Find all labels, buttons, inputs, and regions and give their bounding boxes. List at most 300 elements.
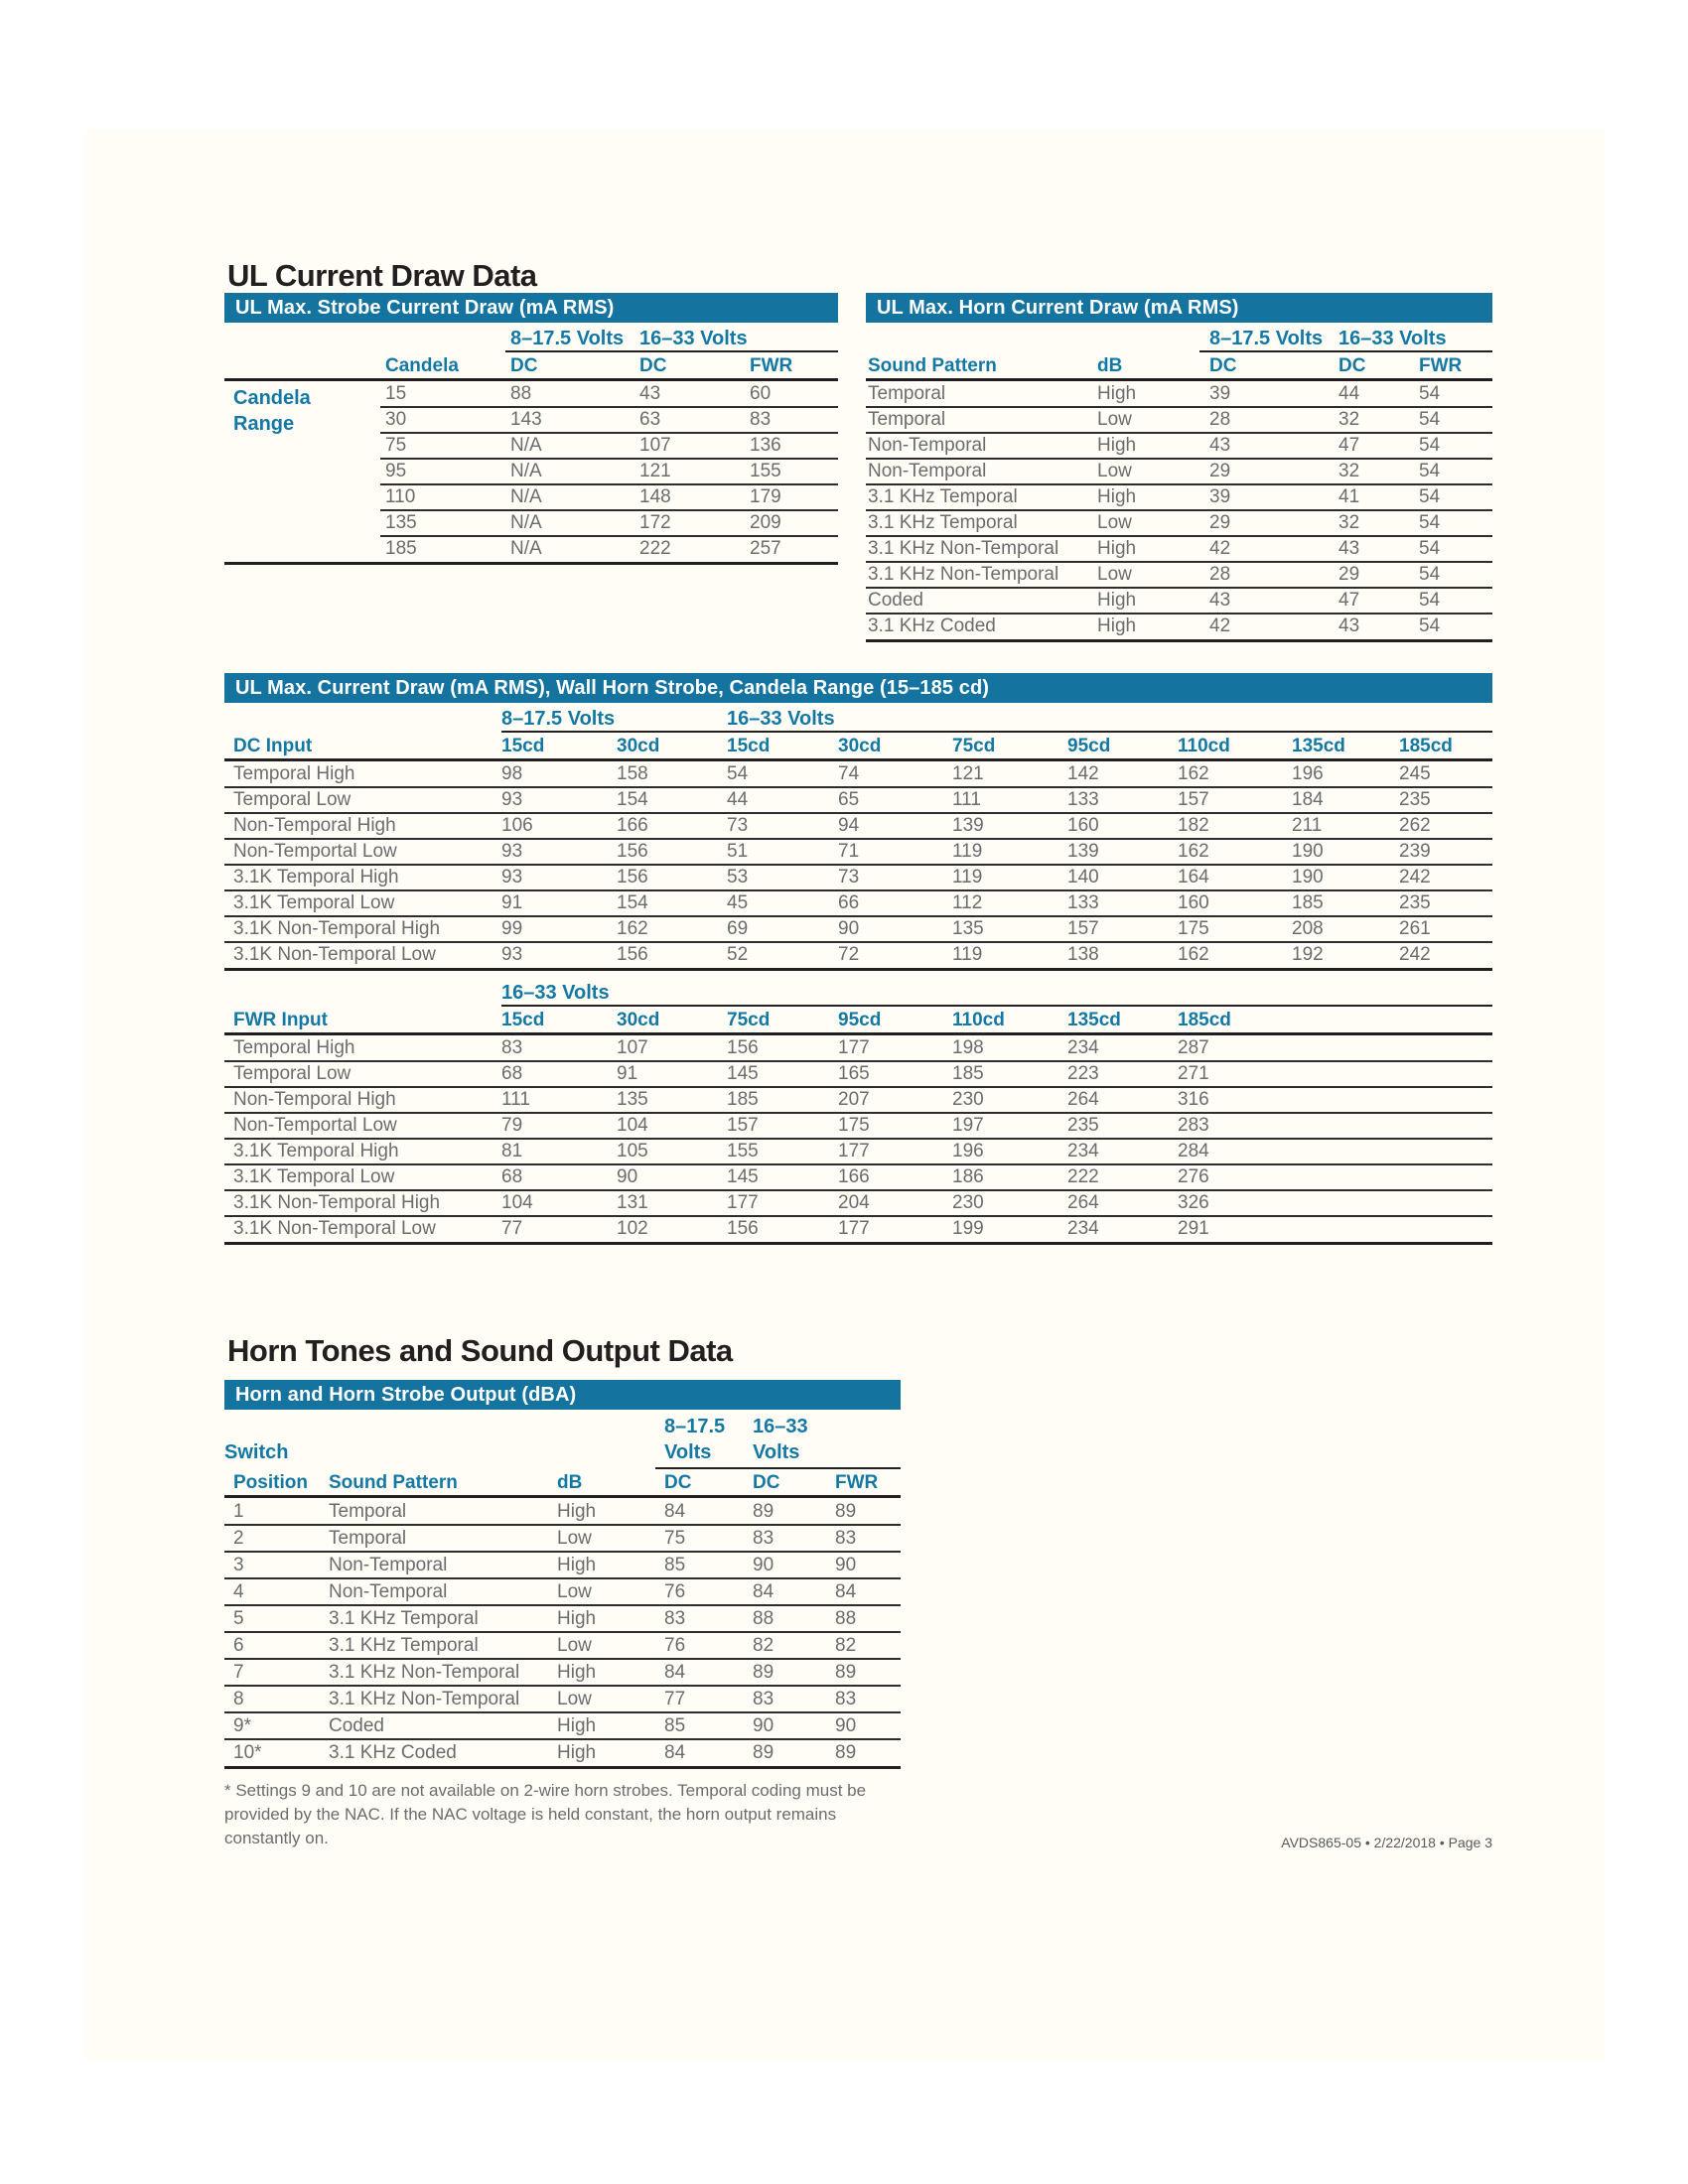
- table-cell: 182: [1178, 815, 1209, 836]
- table-cell: 160: [1067, 815, 1099, 836]
- table-cell: 3.1K Non-Temporal Low: [233, 1218, 436, 1239]
- column-header-row: [224, 733, 1492, 761]
- table-cell: 190: [1292, 867, 1324, 887]
- table-cell: 68: [501, 1063, 523, 1084]
- table-cell: High: [1097, 538, 1137, 559]
- table-row: [224, 1659, 901, 1686]
- group-label: 16–33 Volts: [727, 708, 835, 730]
- table-cell: 54: [1419, 461, 1441, 481]
- table-cell: 44: [727, 789, 749, 810]
- group-label: 8–17.5 Volts: [510, 328, 625, 349]
- table-cell: 43: [639, 383, 661, 404]
- table-body: [224, 1498, 901, 1769]
- table-row: [224, 761, 1492, 787]
- column-header: 15cd: [501, 1010, 545, 1030]
- table-cell: 257: [750, 538, 781, 559]
- voltage-group-row: [224, 977, 1492, 1005]
- table-cell: 142: [1067, 763, 1099, 784]
- column-header: DC: [1209, 355, 1237, 376]
- table-cell: 54: [1419, 615, 1441, 636]
- table-cell: Temporal: [868, 383, 946, 404]
- table-cell: 145: [727, 1166, 759, 1187]
- table-cell: N/A: [510, 486, 542, 507]
- table-cell: 190: [1292, 841, 1324, 862]
- table-cell: 3.1K Temporal Low: [233, 892, 395, 913]
- table-cell: 283: [1178, 1115, 1209, 1136]
- table-cell: 198: [952, 1037, 984, 1058]
- table-row: [224, 1216, 1492, 1242]
- column-header: 135cd: [1067, 1010, 1121, 1030]
- table-cell: 175: [1178, 918, 1209, 939]
- table-cell: 121: [952, 763, 984, 784]
- horn-current-draw-table: [866, 293, 1492, 642]
- table-cell: 185: [1292, 892, 1324, 913]
- table-cell: 83: [753, 1528, 774, 1549]
- table-cell: 66: [838, 892, 860, 913]
- table-row: [224, 865, 1492, 890]
- table-cell: 28: [1209, 564, 1231, 585]
- table-cell: 89: [835, 1662, 857, 1683]
- table-cell: Non-Temportal Low: [233, 841, 397, 862]
- table-row: [224, 1632, 901, 1659]
- table-cell: Low: [1097, 409, 1132, 430]
- table-cell: 6: [233, 1635, 244, 1656]
- column-header: dB: [557, 1472, 583, 1493]
- table-cell: 75: [664, 1528, 686, 1549]
- table-body-dc: [224, 761, 1492, 971]
- column-header: FWR: [1419, 355, 1463, 376]
- table-cell: 89: [835, 1742, 857, 1763]
- table-cell: 133: [1067, 892, 1099, 913]
- table-cell: 63: [639, 409, 661, 430]
- table-cell: N/A: [510, 512, 542, 533]
- table-cell: 119: [952, 867, 983, 887]
- table-cell: 207: [838, 1089, 870, 1110]
- table-cell: 112: [952, 892, 983, 913]
- column-header: 95cd: [838, 1010, 882, 1030]
- table-cell: 106: [501, 815, 533, 836]
- group-label: 16–33 Volts: [639, 328, 748, 349]
- table-cell: 157: [727, 1115, 759, 1136]
- table-row: [224, 916, 1492, 942]
- table-cell: 76: [664, 1581, 686, 1602]
- table-cell: 157: [1178, 789, 1209, 810]
- column-header: DC: [664, 1472, 692, 1493]
- table-cell: 32: [1338, 512, 1360, 533]
- table-cell: 211: [1292, 815, 1323, 836]
- table-row: [224, 1525, 901, 1552]
- table-row: [224, 1139, 1492, 1164]
- table-cell: 185: [385, 538, 417, 559]
- table-cell: 184: [1292, 789, 1324, 810]
- table-cell: 160: [1178, 892, 1209, 913]
- table-cell: 54: [1419, 435, 1441, 456]
- table-cell: High: [557, 1608, 597, 1629]
- table-cell: 230: [952, 1192, 984, 1213]
- table-cell: 1: [233, 1501, 244, 1522]
- table-cell: 179: [750, 486, 781, 507]
- spacer-cell: [224, 459, 385, 484]
- table-cell: 53: [727, 867, 749, 887]
- table-cell: 3.1 KHz Non-Temporal: [329, 1689, 520, 1709]
- table-cell: 69: [727, 918, 749, 939]
- table-cell: 83: [835, 1528, 857, 1549]
- table-row: [224, 787, 1492, 813]
- table-cell: 155: [750, 461, 781, 481]
- wall-horn-strobe-table: [224, 673, 1492, 1245]
- table-cell: 148: [639, 486, 671, 507]
- table-cell: Temporal High: [233, 763, 355, 784]
- table-footnote: * Settings 9 and 10 are not available on 2-wire horn strobes. Temporal coding must be provided by the NAC. If the NAC voltage is held constant, the horn output remains constantly on.: [224, 1781, 867, 1847]
- table-row: [866, 381, 1492, 407]
- table-cell: 88: [835, 1608, 857, 1629]
- table-header-bar: Horn and Horn Strobe Output (dBA): [224, 1380, 901, 1410]
- column-header: 110cd: [952, 1010, 1005, 1030]
- column-header: 75cd: [952, 736, 996, 756]
- table-cell: 3.1K Temporal High: [233, 1141, 399, 1161]
- table-cell: 3.1K Non-Temporal High: [233, 1192, 441, 1213]
- table-cell: 71: [838, 841, 860, 862]
- table-cell: 15: [385, 383, 407, 404]
- table-cell: 192: [1292, 944, 1324, 965]
- table-cell: 5: [233, 1608, 244, 1629]
- table-cell: 54: [1419, 564, 1441, 585]
- table-cell: Non-Temporal: [868, 435, 987, 456]
- table-cell: 196: [952, 1141, 984, 1161]
- table-cell: 138: [1067, 944, 1099, 965]
- table-cell: High: [1097, 590, 1137, 611]
- table-cell: 60: [750, 383, 772, 404]
- table-cell: 54: [1419, 383, 1441, 404]
- table-row: [224, 1739, 901, 1766]
- column-header: Sound Pattern: [868, 355, 997, 376]
- table-cell: 135: [385, 512, 417, 533]
- table-header-bar: UL Max. Current Draw (mA RMS), Wall Horn Strobe, Candela Range (15–185 cd): [224, 673, 1492, 703]
- table-cell: 102: [617, 1218, 648, 1239]
- table-cell: 29: [1209, 461, 1231, 481]
- table-cell: 222: [639, 538, 671, 559]
- table-cell: 162: [1178, 944, 1209, 965]
- table-cell: 93: [501, 789, 523, 810]
- table-cell: 43: [1209, 435, 1231, 456]
- table-cell: 3.1 KHz Temporal: [329, 1635, 479, 1656]
- table-cell: 235: [1399, 892, 1431, 913]
- column-header-row: [224, 1007, 1492, 1035]
- table-cell: 104: [501, 1192, 533, 1213]
- table-cell: 177: [838, 1037, 870, 1058]
- table-cell: 89: [753, 1742, 774, 1763]
- table-cell: 235: [1399, 789, 1431, 810]
- table-cell: 8: [233, 1689, 244, 1709]
- table-cell: Low: [1097, 512, 1132, 533]
- table-cell: 75: [385, 435, 407, 456]
- table-row: [224, 407, 838, 433]
- table-cell: 77: [501, 1218, 523, 1239]
- table-cell: 209: [750, 512, 781, 533]
- table-cell: 42: [1209, 538, 1231, 559]
- table-cell: 235: [1067, 1115, 1099, 1136]
- table-cell: 39: [1209, 383, 1231, 404]
- row-group-header: FWR Input: [233, 1010, 328, 1030]
- column-header: FWR: [835, 1472, 879, 1493]
- table-cell: 3.1 KHz Coded: [868, 615, 996, 636]
- switch-label: Switch: [224, 1441, 289, 1463]
- table-cell: 93: [501, 841, 523, 862]
- table-cell: 234: [1067, 1218, 1099, 1239]
- table-cell: 230: [952, 1089, 984, 1110]
- table-cell: 30: [385, 409, 407, 430]
- column-header: 15cd: [501, 736, 545, 756]
- table-row: [866, 536, 1492, 562]
- table-cell: 3.1K Non-Temporal Low: [233, 944, 436, 965]
- strobe-current-draw-table: [224, 293, 838, 565]
- table-cell: 119: [952, 944, 983, 965]
- table-row: [224, 1035, 1492, 1061]
- table-cell: 223: [1067, 1063, 1099, 1084]
- table-row: [224, 1164, 1492, 1190]
- table-cell: 4: [233, 1581, 244, 1602]
- table-cell: 234: [1067, 1037, 1099, 1058]
- table-header-bar: UL Max. Strobe Current Draw (mA RMS): [224, 293, 838, 323]
- table-cell: 186: [952, 1166, 984, 1187]
- table-cell: 3.1 KHz Non-Temporal: [868, 564, 1059, 585]
- table-cell: N/A: [510, 538, 542, 559]
- table-cell: 276: [1178, 1166, 1209, 1187]
- table-cell: 93: [501, 867, 523, 887]
- table-row: [224, 1605, 901, 1632]
- table-cell: 139: [1067, 841, 1099, 862]
- table-row: [224, 433, 838, 459]
- table-cell: 157: [1067, 918, 1099, 939]
- table-cell: 177: [838, 1141, 870, 1161]
- table-row: [224, 1087, 1492, 1113]
- group-label: 16–33 Volts: [501, 982, 610, 1004]
- table-cell: High: [557, 1501, 597, 1522]
- table-cell: 222: [1067, 1166, 1099, 1187]
- table-cell: Non-Temporal: [329, 1581, 448, 1602]
- table-cell: Non-Temporal: [329, 1555, 448, 1575]
- table-cell: 136: [750, 435, 781, 456]
- horn-output-table: [224, 1380, 901, 1850]
- table-cell: Temporal Low: [233, 1063, 352, 1084]
- table-cell: Low: [557, 1581, 592, 1602]
- table-cell: 52: [727, 944, 749, 965]
- table-cell: 145: [727, 1063, 759, 1084]
- table-cell: 234: [1067, 1141, 1099, 1161]
- table-cell: 271: [1178, 1063, 1209, 1084]
- table-cell: 90: [753, 1555, 774, 1575]
- table-cell: 316: [1178, 1089, 1209, 1110]
- table-cell: 43: [1338, 615, 1360, 636]
- group-label: 16–33 Volts: [753, 1416, 808, 1463]
- table-cell: 9*: [233, 1715, 251, 1736]
- table-cell: 140: [1067, 867, 1099, 887]
- table-cell: 10*: [233, 1742, 262, 1763]
- table-cell: 177: [838, 1218, 870, 1239]
- table-cell: 47: [1338, 590, 1360, 611]
- table-cell: High: [557, 1555, 597, 1575]
- column-header: 135cd: [1292, 736, 1345, 756]
- table-cell: 51: [727, 841, 749, 862]
- table-cell: 156: [727, 1218, 759, 1239]
- table-cell: 83: [753, 1689, 774, 1709]
- table-cell: High: [557, 1742, 597, 1763]
- column-header: 185cd: [1399, 736, 1453, 756]
- table-cell: 43: [1209, 590, 1231, 611]
- table-cell: 162: [617, 918, 648, 939]
- table-row: [866, 614, 1492, 639]
- table-row: [224, 536, 838, 562]
- table-cell: 165: [838, 1063, 870, 1084]
- table-cell: 3.1 KHz Temporal: [329, 1608, 479, 1629]
- table-row: [866, 588, 1492, 614]
- table-row: [224, 890, 1492, 916]
- table-row: [866, 484, 1492, 510]
- table-row: [224, 1498, 901, 1525]
- table-row: [224, 813, 1492, 839]
- table-cell: 172: [639, 512, 671, 533]
- table-cell: 162: [1178, 841, 1209, 862]
- table-cell: 47: [1338, 435, 1360, 456]
- table-cell: 7: [233, 1662, 244, 1683]
- group-label: 8–17.5 Volts: [1209, 328, 1324, 349]
- table-cell: 185: [727, 1089, 759, 1110]
- table-cell: 105: [617, 1141, 648, 1161]
- table-body-fwr: [224, 1035, 1492, 1245]
- table-cell: High: [557, 1662, 597, 1683]
- table-row: [224, 1578, 901, 1605]
- table-row: [866, 433, 1492, 459]
- table-cell: High: [1097, 486, 1137, 507]
- table-cell: 90: [835, 1555, 857, 1575]
- table-cell: 264: [1067, 1192, 1099, 1213]
- table-cell: 264: [1067, 1089, 1099, 1110]
- table-cell: 84: [835, 1581, 857, 1602]
- table-cell: 89: [753, 1662, 774, 1683]
- table-cell: Temporal: [329, 1501, 407, 1522]
- table-cell: 155: [727, 1141, 759, 1161]
- column-header: 30cd: [617, 1010, 660, 1030]
- table-cell: 83: [750, 409, 772, 430]
- table-cell: 28: [1209, 409, 1231, 430]
- table-cell: 85: [664, 1715, 686, 1736]
- table-cell: 204: [838, 1192, 870, 1213]
- table-cell: 29: [1338, 564, 1360, 585]
- column-header: 30cd: [617, 736, 660, 756]
- table-cell: 98: [501, 763, 523, 784]
- table-cell: 82: [835, 1635, 857, 1656]
- table-cell: 110: [385, 486, 416, 507]
- table-cell: 72: [838, 944, 860, 965]
- table-cell: 185: [952, 1063, 984, 1084]
- table-cell: 3.1K Temporal Low: [233, 1166, 395, 1187]
- table-cell: Non-Temportal Low: [233, 1115, 397, 1136]
- table-cell: 91: [617, 1063, 638, 1084]
- table-cell: 104: [617, 1115, 648, 1136]
- table-cell: Temporal: [868, 409, 946, 430]
- table-row: [224, 1712, 901, 1739]
- table-cell: 77: [664, 1689, 686, 1709]
- table-cell: 54: [727, 763, 749, 784]
- table-cell: 74: [838, 763, 860, 784]
- table-row: [224, 1113, 1492, 1139]
- table-cell: Coded: [868, 590, 923, 611]
- table-row: [224, 459, 838, 484]
- table-row: [224, 1190, 1492, 1216]
- table-cell: 54: [1419, 512, 1441, 533]
- table-cell: 262: [1399, 815, 1431, 836]
- table-cell: 3.1 KHz Non-Temporal: [329, 1662, 520, 1683]
- table-cell: N/A: [510, 435, 542, 456]
- table-cell: 208: [1292, 918, 1324, 939]
- table-cell: High: [1097, 435, 1137, 456]
- table-cell: 175: [838, 1115, 870, 1136]
- table-cell: 121: [639, 461, 671, 481]
- section-title-ul-current-draw: UL Current Draw Data: [227, 258, 537, 293]
- table-cell: 32: [1338, 461, 1360, 481]
- table-cell: Temporal High: [233, 1037, 355, 1058]
- column-header: Sound Pattern: [329, 1472, 458, 1493]
- page-footer: AVDS865-05 • 2/22/2018 • Page 3: [1281, 1835, 1492, 1850]
- table-cell: Non-Temporal: [868, 461, 987, 481]
- section-title-horn-tones: Horn Tones and Sound Output Data: [227, 1333, 733, 1368]
- table-cell: 242: [1399, 944, 1431, 965]
- table-cell: 44: [1338, 383, 1360, 404]
- table-cell: 135: [617, 1089, 648, 1110]
- table-cell: 89: [835, 1501, 857, 1522]
- table-cell: 166: [617, 815, 648, 836]
- table-row: [224, 381, 838, 407]
- table-cell: 84: [664, 1662, 686, 1683]
- table-cell: 3.1 KHz Temporal: [868, 512, 1018, 533]
- table-cell: 99: [501, 918, 523, 939]
- table-cell: Coded: [329, 1715, 384, 1736]
- spacer-cell: [224, 484, 385, 510]
- table-cell: Low: [557, 1635, 592, 1656]
- table-cell: 90: [753, 1715, 774, 1736]
- group-label: 8–17.5 Volts: [664, 1416, 726, 1463]
- table-cell: 83: [501, 1037, 523, 1058]
- table-row: [866, 407, 1492, 433]
- column-header: DC: [753, 1472, 780, 1493]
- table-cell: Low: [557, 1528, 592, 1549]
- spacer-cell: [224, 510, 385, 536]
- table-cell: Low: [1097, 564, 1132, 585]
- table-cell: 156: [617, 841, 648, 862]
- candela-range-side-label: Candela Range: [233, 387, 311, 435]
- table-cell: 54: [1419, 409, 1441, 430]
- table-cell: 3.1 KHz Temporal: [868, 486, 1018, 507]
- table-cell: Temporal Low: [233, 789, 352, 810]
- table-cell: 177: [727, 1192, 759, 1213]
- table-cell: 261: [1399, 918, 1431, 939]
- column-header: Candela: [385, 355, 459, 376]
- table-cell: 93: [501, 944, 523, 965]
- table-cell: 154: [617, 789, 648, 810]
- table-cell: 88: [510, 383, 532, 404]
- table-cell: 154: [617, 892, 648, 913]
- table-cell: 111: [501, 1089, 530, 1110]
- column-header: dB: [1097, 355, 1123, 376]
- table-cell: 83: [664, 1608, 686, 1629]
- table-cell: 156: [617, 944, 648, 965]
- table-cell: 88: [753, 1608, 774, 1629]
- table-cell: 131: [617, 1192, 648, 1213]
- column-header: Position: [233, 1472, 308, 1493]
- table-cell: Low: [557, 1689, 592, 1709]
- table-body: [866, 381, 1492, 642]
- table-row: [224, 1686, 901, 1712]
